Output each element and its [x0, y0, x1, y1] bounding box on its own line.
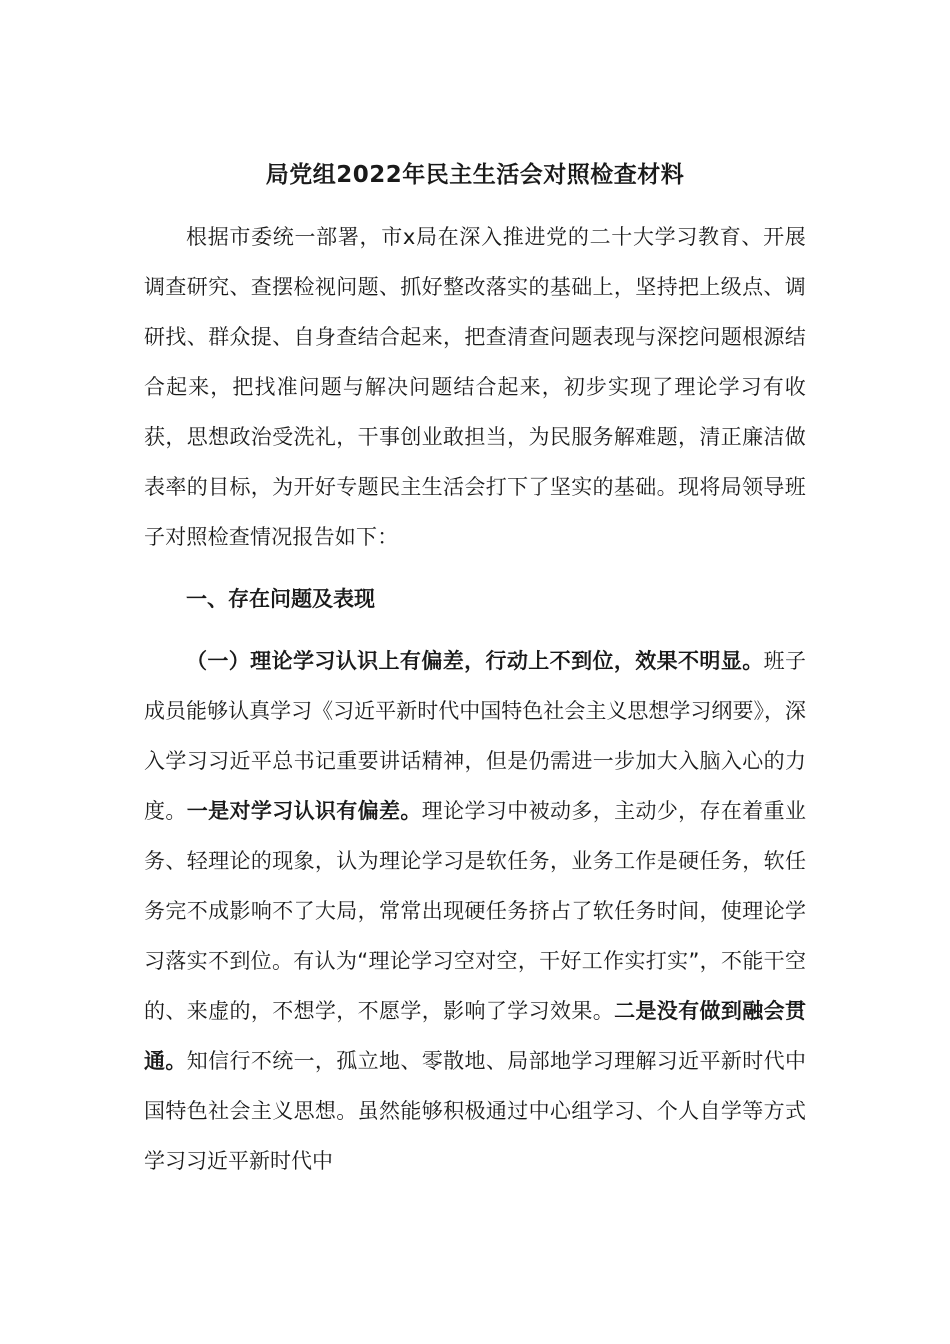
document-body [144, 150, 806, 1186]
point-2-text: 知信行不统一，孤立地、零散地、局部地学习理解习近平新时代中国特色社会主义思想。虽然能够积极通过中心组学习、个人自学等方式学习习近平新时代中 [144, 1049, 806, 1173]
point-2-label: 二是没有做到融会贯通。 [144, 999, 807, 1073]
subsection-paragraph-1 [144, 636, 806, 1186]
point-1-label: 一是对学习认识有偏差。 [186, 799, 422, 823]
subsection-text-1a: 班子成员能够认真学习《习近平新时代中国特色社会主义思想学习纲要》，深入学习习近平总书记重要讲话精神，但是仍需进一步加大入脑入心的力度。 [144, 649, 807, 823]
subsection-heading-1: （一）理论学习认识上有偏差，行动上不到位，效果不明显。 [186, 649, 764, 673]
section-heading-1: 一、存在问题及表现 [186, 587, 375, 611]
intro-paragraph: 根据市委统一部署，市x局在深入推进党的二十大学习教育、开展调查研究、查摆检视问题、抓好整改落实的基础上，坚持把上级点、调研找、群众提、自身查结合起来，把查清查问题表现与深挖问题根源结合起来，把找准问题与解决问题结合起来，初步实现了理论学习有收获，思想政治受洗礼，干事创业敢担当，为民服务解难题，清正廉洁做表率的目标，为开好专题民主生活会打下了坚实的基础。现将局领导班子对照检查情况报告如下： [144, 225, 806, 549]
document-title: 局党组2022年民主生活会对照检查材料 [265, 162, 685, 188]
point-1-text: 理论学习中被动多，主动少，存在着重业务、轻理论的现象，认为理论学习是软任务，业务工作是硬任务，软任务完不成影响不了大局，常常出现硬任务挤占了软任务时间，使理论学习落实不到位。有认为“理论学习空对空，干好工作实打实”，不能干空的、来虚的，不想学，不愿学，影响了学习效果。 [144, 799, 807, 1023]
